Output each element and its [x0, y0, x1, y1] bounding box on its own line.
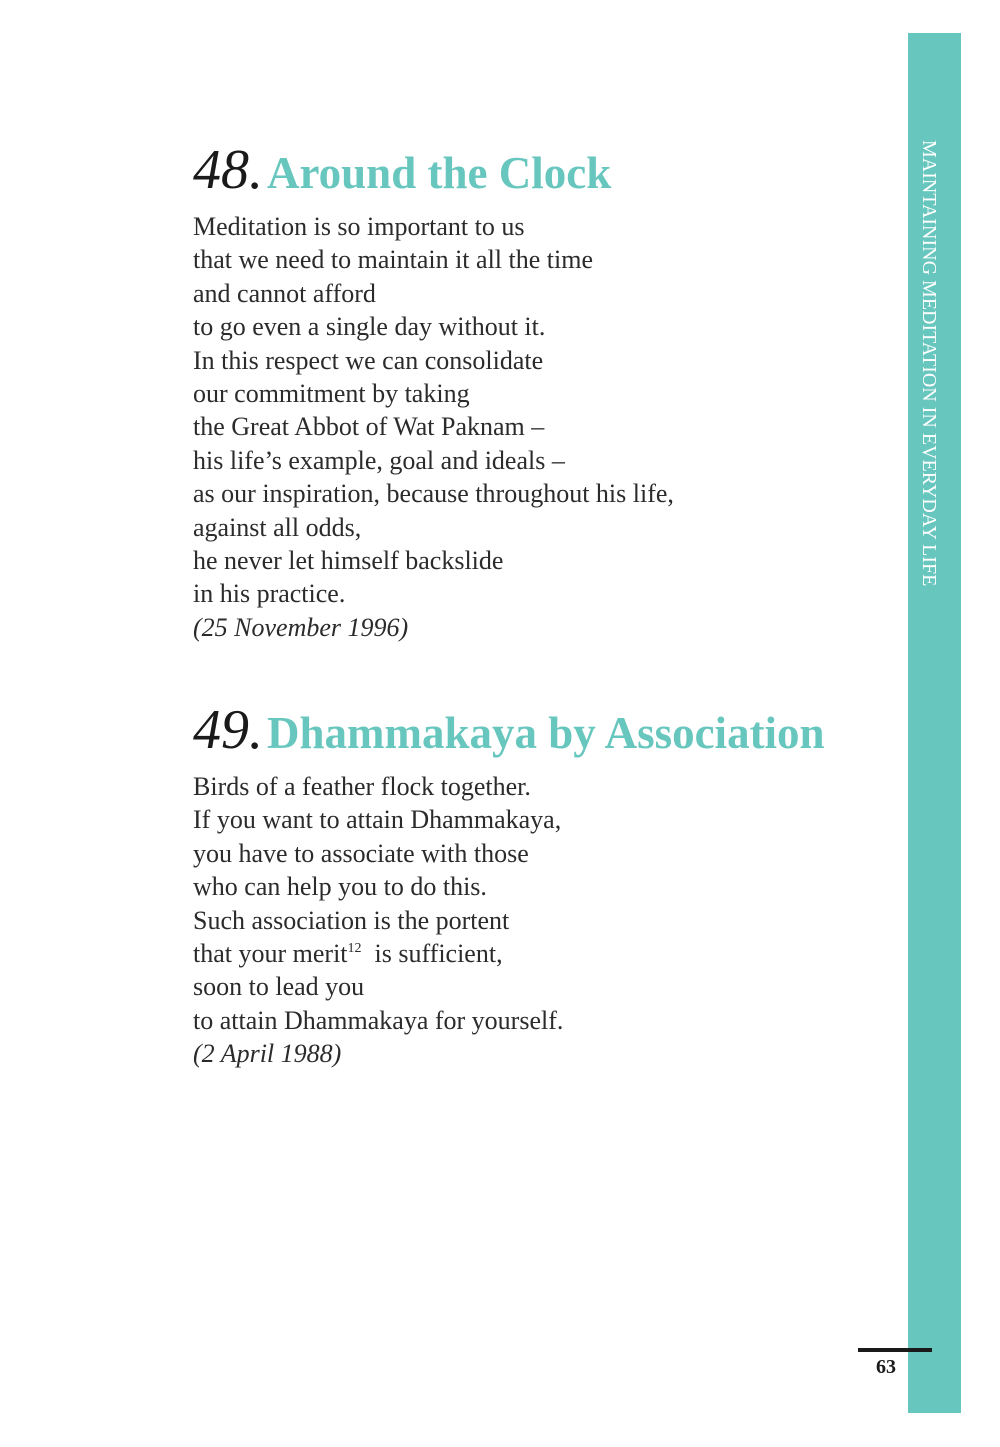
entry-title: Dhammakaya by Association — [267, 708, 825, 758]
page-number: 63 — [876, 1356, 896, 1378]
body-line: you have to associate with those — [193, 838, 529, 868]
body-line: soon to lead you — [193, 972, 365, 1002]
body-line: Meditation is so important to us — [193, 212, 525, 241]
body-line: Birds of a feather flock together. — [193, 772, 531, 801]
footnote-marker: 12 — [347, 941, 362, 957]
body-line: Such association is the portent — [193, 905, 510, 935]
body-line: who can help you to do this. — [193, 872, 487, 902]
body-line: in his practice. — [193, 579, 346, 609]
body-line: If you want to attain Dhammakaya, — [193, 805, 562, 835]
body-line: he never let himself backslide — [193, 546, 504, 576]
entry-heading — [193, 140, 674, 202]
body-line: that we need to maintain it all the time — [193, 245, 593, 275]
entry-body — [193, 210, 674, 644]
body-line: In this respect we can consolidate — [193, 345, 544, 375]
body-line: his life’s example, goal and ideals – — [193, 445, 565, 475]
entry-date: (2 April 1988) — [193, 1039, 342, 1069]
chapter-title-vertical: MAINTAINING MEDITATION IN EVERYDAY LIFE — [918, 140, 940, 587]
entry-body — [193, 770, 825, 1071]
body-line: as our inspiration, because throughout his life, — [193, 479, 674, 509]
entry-49 — [193, 700, 825, 1071]
body-line: against all odds, — [193, 512, 362, 542]
merit-text-after: is sufficient, — [361, 939, 503, 969]
body-line: to go even a single day without it. — [193, 312, 546, 342]
entry-48 — [193, 140, 674, 644]
body-line: to attain Dhammakaya for yourself. — [193, 1005, 564, 1035]
body-line: the Great Abbot of Wat Paknam – — [193, 412, 545, 442]
merit-text: that your merit — [193, 939, 348, 969]
body-line: our commitment by taking — [193, 379, 470, 409]
entry-number: 49. — [193, 699, 263, 761]
entry-number: 48. — [193, 139, 263, 201]
entry-date: (25 November 1996) — [193, 612, 409, 642]
entry-heading — [193, 700, 825, 762]
page-number-rule — [858, 1348, 932, 1352]
body-line-with-footnote — [193, 937, 825, 970]
entry-title: Around the Clock — [267, 148, 612, 198]
body-line: and cannot afford — [193, 278, 376, 308]
